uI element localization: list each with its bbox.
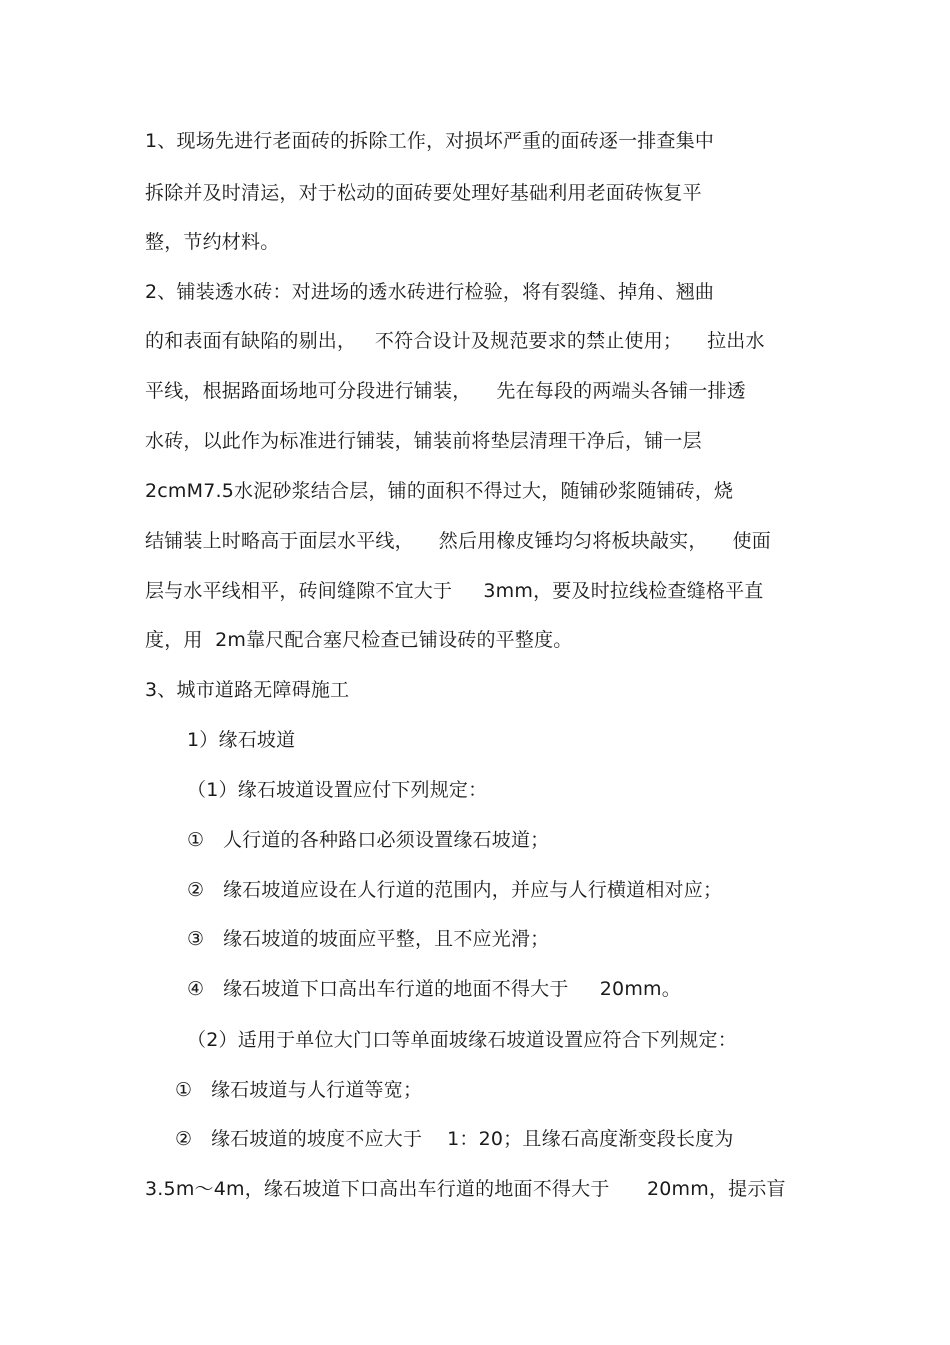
section-heading-3: 3、城市道路无障碍施工 [145, 679, 350, 701]
paragraph-line-3: 整，节约材料。 [145, 231, 280, 253]
list-item-3: ③ 缘石坡道的坡面应平整，且不应光滑； [187, 928, 550, 950]
paragraph-line-7: 水砖，以此作为标准进行铺装，铺装前将垫层清理干净后，铺一层 [145, 430, 702, 452]
list-item-1: ① 人行道的各种路口必须设置缘石坡道； [187, 829, 550, 851]
paragraph-line-1: 1、现场先进行老面砖的拆除工作，对损坏严重的面砖逐一排查集中 [145, 130, 715, 152]
paragraph-line-9: 结铺装上时略高于面层水平线， 然后用橡皮锤均匀将板块敲实， 使面 [145, 530, 771, 552]
clause-heading-2: （2）适用于单位大门口等单面坡缘石坡道设置应符合下列规定： [187, 1029, 737, 1051]
list-item-5: ① 缘石坡道与人行道等宽； [175, 1079, 423, 1101]
list-item-6: ② 缘石坡道的坡度不应大于 1：20；且缘石高度渐变段长度为 [175, 1128, 734, 1150]
paragraph-line-4: 2、铺装透水砖：对进场的透水砖进行检验，将有裂缝、掉角、翘曲 [145, 281, 715, 303]
paragraph-line-6: 平线，根据路面场地可分段进行铺装， 先在每段的两端头各铺一排透 [145, 380, 746, 402]
clause-heading-1: （1）缘石坡道设置应付下列规定： [187, 779, 488, 801]
paragraph-line-5: 的和表面有缺陷的剔出， 不符合设计及规范要求的禁止使用； 拉出水 [145, 330, 765, 352]
paragraph-line-10: 层与水平线相平，砖间缝隙不宜大于 3mm，要及时拉线检查缝格平直 [145, 580, 764, 602]
list-item-2: ② 缘石坡道应设在人行道的范围内，并应与人行横道相对应； [187, 879, 723, 901]
paragraph-line-continued: 3.5m～4m，缘石坡道下口高出车行道的地面不得大于 20mm，提示盲 [145, 1178, 786, 1200]
paragraph-line-2: 拆除并及时清运，对于松动的面砖要处理好基础利用老面砖恢复平 [145, 182, 702, 204]
paragraph-line-8: 2cmM7.5水泥砂浆结合层，铺的面积不得过大，随铺砂浆随铺砖，烧 [145, 480, 734, 502]
subsection-heading-1: 1）缘石坡道 [187, 729, 296, 751]
paragraph-line-11: 度，用 2m靠尺配合塞尺检查已铺设砖的平整度。 [145, 629, 573, 651]
list-item-4: ④ 缘石坡道下口高出车行道的地面不得大于 20mm。 [187, 978, 681, 1000]
